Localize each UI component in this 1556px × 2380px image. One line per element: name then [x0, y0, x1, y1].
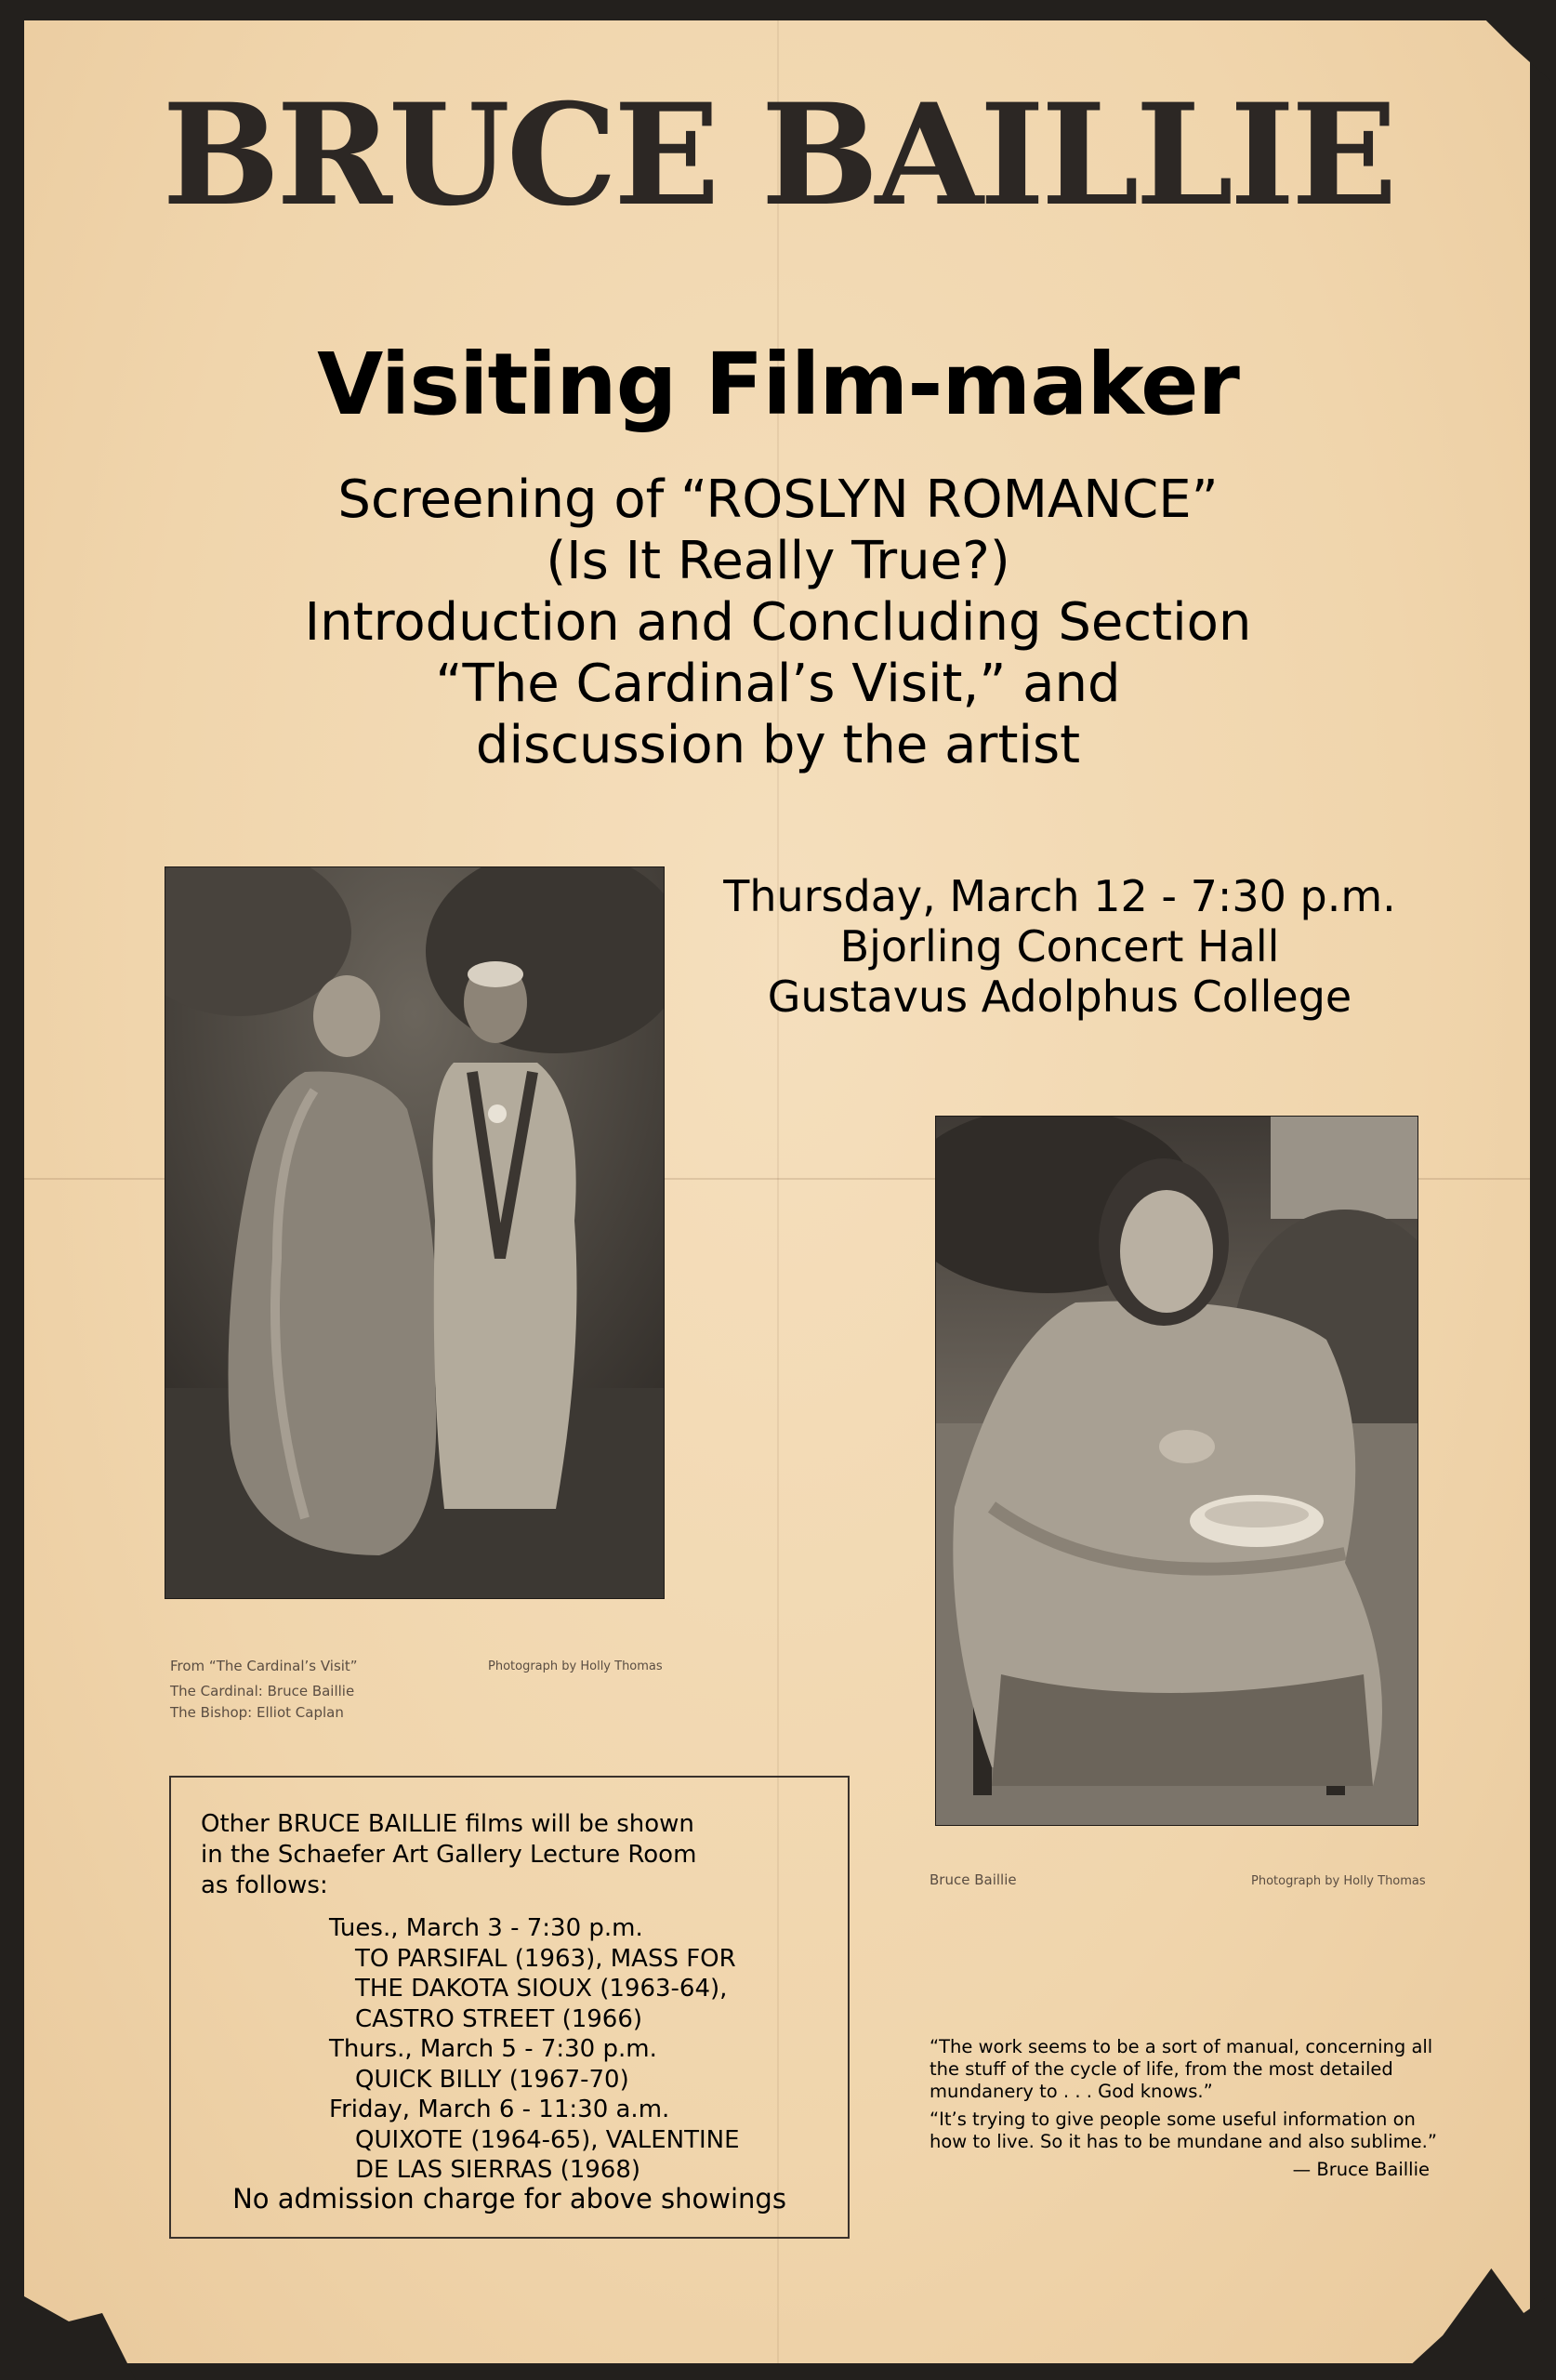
cardinal-visit-photo — [165, 866, 665, 1599]
schedule-film: CASTRO STREET (1966) — [355, 2004, 643, 2033]
schedule-date: Tues., March 3 - 7:30 p.m. — [329, 1914, 643, 1942]
photo1-caption-cardinal: The Cardinal: Bruce Baillie — [170, 1683, 355, 1699]
schedule-film: QUICK BILLY (1967-70) — [355, 2065, 629, 2094]
photo2-caption: Bruce Baillie — [930, 1871, 1017, 1888]
event-college: Gustavus Adolphus College — [767, 972, 1352, 1022]
quote-paragraph: “The work seems to be a sort of manual, concerning all the stuff of the cycle of life, from the most detailed mundanery to . . . God knows.” — [930, 2036, 1433, 2102]
photo2-credit: Photograph by Holly Thomas — [1251, 1874, 1426, 1888]
description-line: discussion by the artist — [475, 715, 1081, 775]
other-films-intro: Other BRUCE BAILLIE films will be shown in the Schaefer Art Gallery Lecture Room as follows: — [201, 1810, 697, 1899]
description-line: (Is It Really True?) — [546, 531, 1010, 591]
description-line: Introduction and Concluding Section — [304, 592, 1252, 653]
schedule-film: TO PARSIFAL (1963), MASS FOR — [355, 1944, 736, 1973]
screening-description — [0, 469, 1556, 776]
schedule-film: DE LAS SIERRAS (1968) — [355, 2156, 641, 2184]
schedule-date: Friday, March 6 - 11:30 a.m. — [329, 2096, 670, 2123]
quote-attribution: — Bruce Baillie — [1292, 2159, 1430, 2180]
screening-schedule — [329, 1913, 740, 2186]
photo1-caption-title: From “The Cardinal’s Visit” — [170, 1658, 358, 1674]
schedule-date: Thurs., March 5 - 7:30 p.m. — [329, 2035, 657, 2063]
other-films-box — [169, 1776, 850, 2239]
photo1-caption-bishop: The Bishop: Elliot Caplan — [170, 1704, 344, 1721]
event-venue: Bjorling Concert Hall — [839, 921, 1280, 972]
admission-note: No admission charge for above showings — [232, 2183, 786, 2215]
photo1-credit: Photograph by Holly Thomas — [488, 1659, 663, 1673]
bruce-baillie-photo — [935, 1116, 1418, 1826]
schedule-film: THE DAKOTA SIOUX (1963-64), — [355, 1975, 728, 2003]
event-date: Thursday, March 12 - 7:30 p.m. — [723, 871, 1396, 921]
description-line: “The Cardinal’s Visit,” and — [435, 654, 1121, 714]
poster-title: BRUCE BAILLIE — [162, 73, 1394, 237]
event-details — [706, 871, 1413, 1022]
quote-paragraph: “It’s trying to give people some useful information on how to live. So it has to be mundane and also sublime.” — [930, 2109, 1437, 2152]
schedule-film: QUIXOTE (1964-65), VALENTINE — [355, 2125, 740, 2154]
poster-subtitle: Visiting Film-maker — [317, 335, 1239, 434]
description-line: Screening of “ROSLYN ROMANCE” — [337, 469, 1219, 530]
artist-quote — [930, 2036, 1450, 2181]
